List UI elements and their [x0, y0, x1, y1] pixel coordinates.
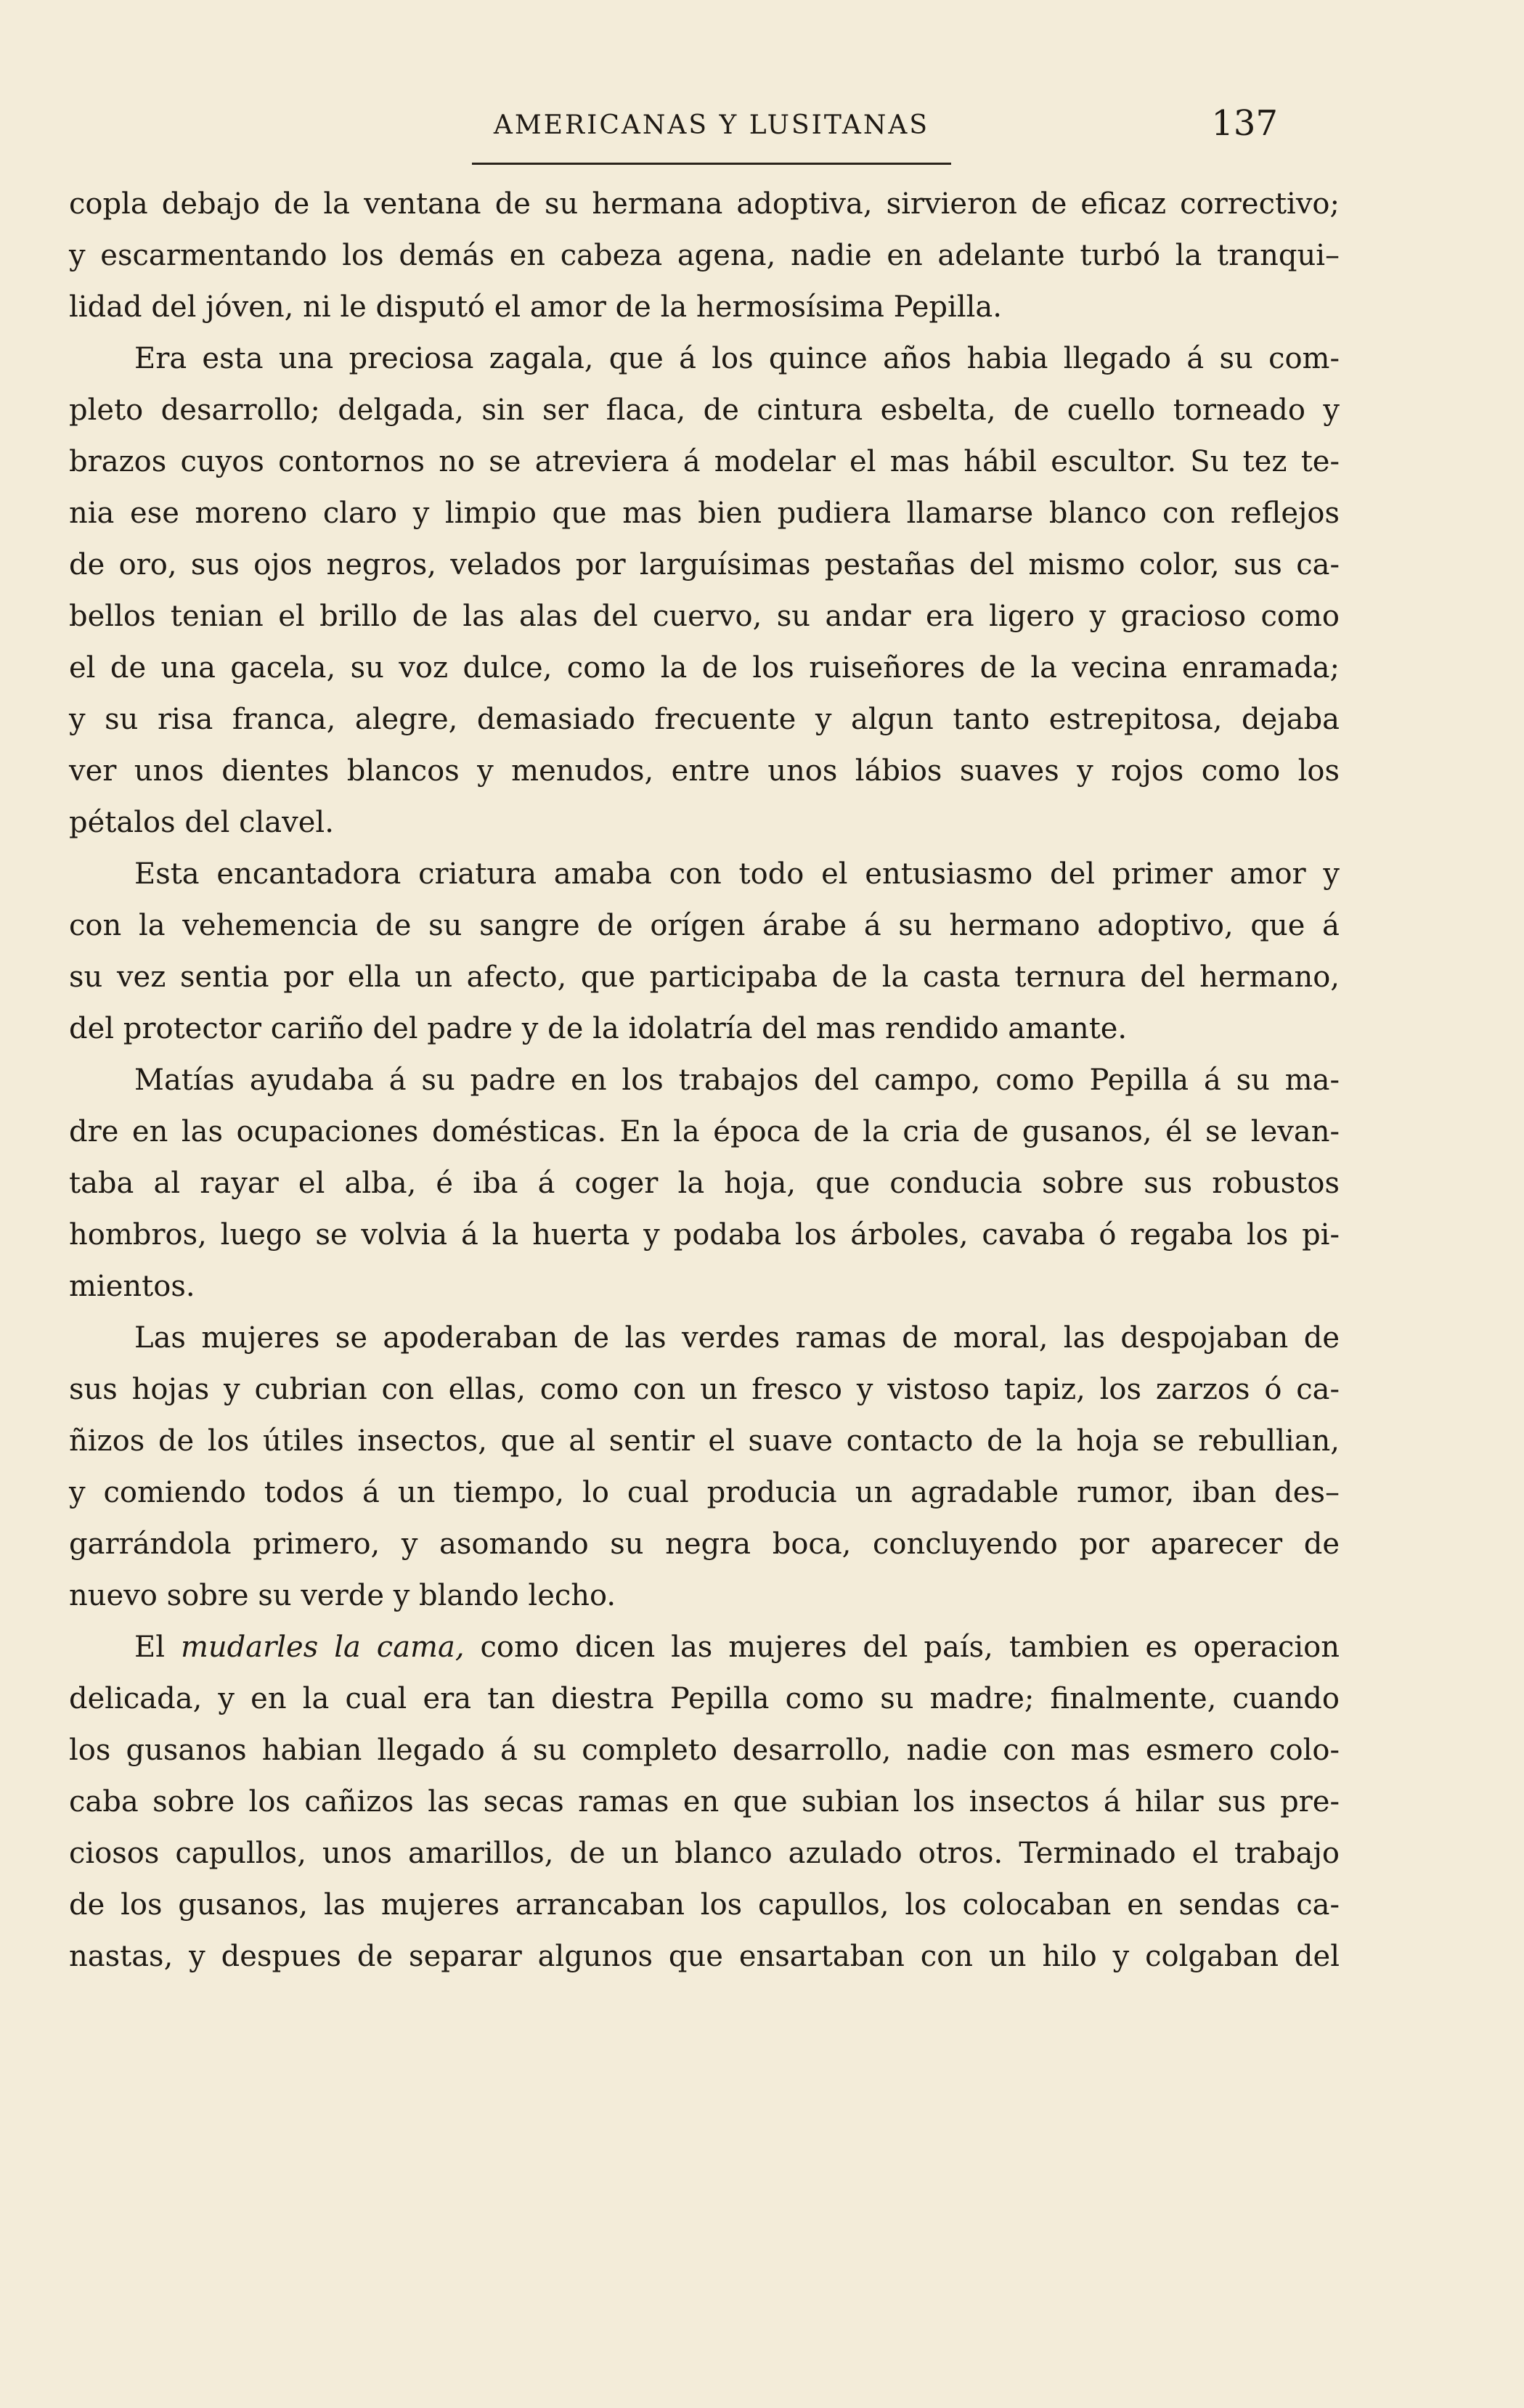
- text-line: Matías ayudaba á su padre en los trabajos del campo, como Pepilla á su ma-: [134, 1064, 1340, 1097]
- text-line: los gusanos habian llegado á su completo desarrollo, nadie con mas esmero colo-: [69, 1734, 1340, 1767]
- text-line: Las mujeres se apoderaban de las verdes ramas de moral, las despojaban de: [134, 1321, 1340, 1355]
- text-line: pleto desarrollo; delgada, sin ser flaca, de cintura esbelta, de cuello torneado y: [69, 393, 1340, 427]
- text-line: Esta encantadora criatura amaba con todo el entusiasmo del primer amor y: [134, 857, 1340, 891]
- text-line: sus hojas y cubrian con ellas, como con un fresco y vistoso tapiz, los zarzos ó ca-: [69, 1373, 1340, 1406]
- text-line: dre en las ocupaciones domésticas. En la época de la cria de gusanos, él se levan-: [69, 1115, 1340, 1148]
- text-line: lidad del jóven, ni le disputó el amor de la hermosísima Pepilla.: [69, 290, 1002, 324]
- text-line: su vez sentia por ella un afecto, que participaba de la casta ternura del hermano,: [69, 960, 1340, 994]
- text-line: taba al rayar el alba, é iba á coger la hoja, que conducia sobre sus robustos: [69, 1167, 1340, 1200]
- text-line: delicada, y en la cual era tan diestra Pepilla como su madre; finalmente, cuando: [69, 1682, 1340, 1715]
- text-line-mixed: [69, 1622, 1340, 1673]
- text-line: Era esta una preciosa zagala, que á los quince años habia llegado á su com-: [134, 342, 1340, 375]
- text-line: nastas, y despues de separar algunos que ensartaban con un hilo y colgaban del: [69, 1940, 1340, 1973]
- text-line: bellos tenian el brillo de las alas del cuervo, su andar era ligero y gracioso como: [69, 600, 1340, 633]
- paragraph-6: [69, 1622, 1340, 1983]
- paragraph-5: [69, 1313, 1340, 1622]
- text-line: de oro, sus ojos negros, velados por larguísimas pestañas del mismo color, sus ca-: [69, 548, 1340, 581]
- paragraph-2: [69, 333, 1340, 849]
- paragraph-4: [69, 1055, 1340, 1313]
- text-line: mientos.: [69, 1270, 195, 1303]
- text-line: ñizos de los útiles insectos, que al sentir el suave contacto de la hoja se rebullian,: [69, 1424, 1340, 1458]
- text-line: ciosos capullos, unos amarillos, de un blanco azulado otros. Terminado el trabajo: [69, 1837, 1340, 1870]
- page-number: 137: [1211, 103, 1278, 144]
- line-rest: como dicen las mujeres del país, tambien es operacion: [464, 1630, 1340, 1664]
- line-prefix: El: [134, 1630, 181, 1664]
- body-text: [69, 179, 1340, 1983]
- text-line: y su risa franca, alegre, demasiado frecuente y algun tanto estrepitosa, dejaba: [69, 703, 1340, 736]
- text-line: pétalos del clavel.: [69, 806, 334, 839]
- paragraph-3: [69, 849, 1340, 1055]
- text-line: nia ese moreno claro y limpio que mas bien pudiera llamarse blanco con reflejos: [69, 497, 1340, 530]
- running-title: AMERICANAS Y LUSITANAS: [472, 109, 951, 165]
- text-line: caba sobre los cañizos las secas ramas en que subian los insectos á hilar sus pre-: [69, 1785, 1340, 1819]
- text-line: y escarmentando los demás en cabeza agena, nadie en adelante turbó la tranqui–: [69, 239, 1340, 272]
- text-line: hombros, luego se volvia á la huerta y podaba los árboles, cavaba ó regaba los pi-: [69, 1218, 1340, 1252]
- italic-phrase: mudarles la cama,: [180, 1630, 465, 1664]
- text-line: con la vehemencia de su sangre de orígen árabe á su hermano adoptivo, que á: [69, 909, 1340, 942]
- text-line: el de una gacela, su voz dulce, como la de los ruiseñores de la vecina enramada;: [69, 651, 1340, 685]
- text-line: copla debajo de la ventana de su hermana adoptiva, sirvieron de eficaz correctivo;: [69, 187, 1340, 221]
- text-line: del protector cariño del padre y de la idolatría del mas rendido amante.: [69, 1012, 1128, 1045]
- text-line: y comiendo todos á un tiempo, lo cual producia un agradable rumor, iban des–: [69, 1476, 1340, 1509]
- text-line: brazos cuyos contornos no se atreviera á modelar el mas hábil escultor. Su tez te-: [69, 445, 1340, 478]
- text-line: garrándola primero, y asomando su negra boca, concluyendo por aparecer de: [69, 1527, 1340, 1561]
- text-line: ver unos dientes blancos y menudos, entre unos lábios suaves y rojos como los: [69, 754, 1340, 788]
- text-line: de los gusanos, las mujeres arrancaban los capullos, los colocaban en sendas ca-: [69, 1888, 1340, 1922]
- text-line: nuevo sobre su verde y blando lecho.: [69, 1579, 616, 1612]
- paragraph-1: [69, 179, 1340, 333]
